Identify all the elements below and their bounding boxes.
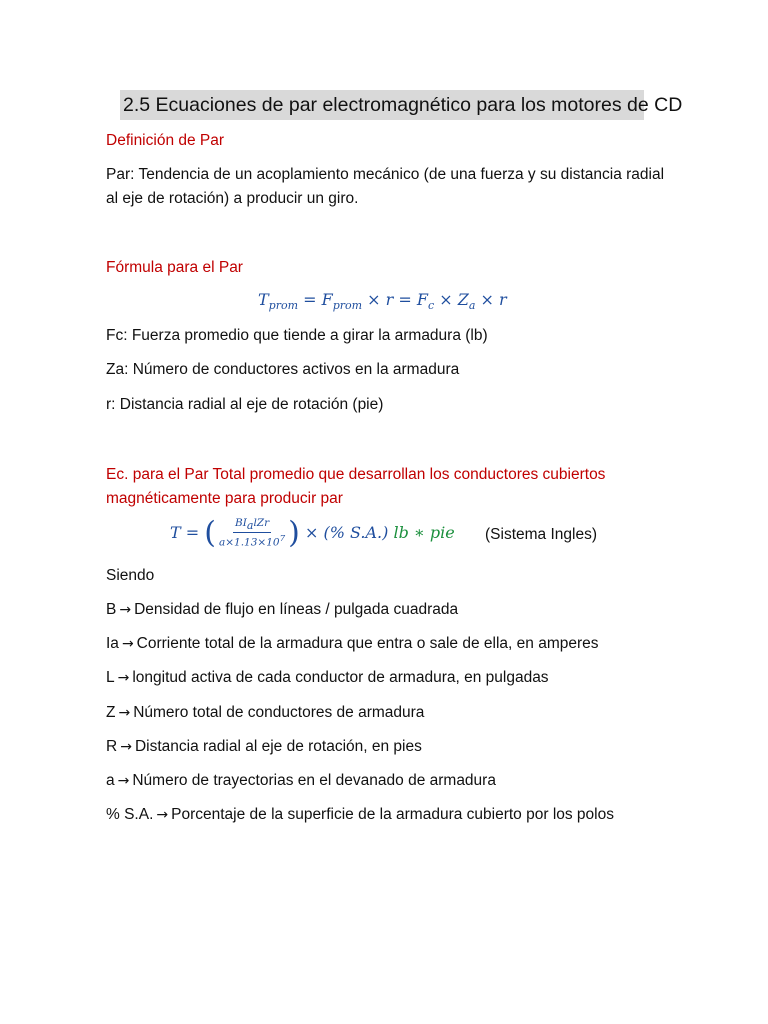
- torque-formula: $T_{prom} = F_{prom} \times r = F_c \times Z_a \times r$: [258, 290, 507, 313]
- def-row: [106, 669, 549, 687]
- siendo-label: Siendo: [106, 567, 155, 584]
- total-torque-heading: Ec. para el Par Total promedio que desarrollan los conductores cubiertos magnéticamente para producir par: [106, 466, 606, 507]
- page-title: 2.5 Ecuaciones de par electromagnético para los motores de CD: [120, 90, 644, 120]
- def-symbol: B: [106, 601, 117, 618]
- formula-heading: Fórmula para el Par: [106, 259, 243, 276]
- def-symbol: Ia: [106, 635, 119, 652]
- def-text: Corriente total de la armadura que entra o sale de ella, en amperes: [136, 635, 599, 652]
- system-label: (Sistema Ingles): [485, 526, 597, 543]
- def-symbol: R: [106, 738, 118, 755]
- def-symbol: % S.A.: [106, 806, 154, 823]
- def-text: Número de trayectorias en el devanado de armadura: [132, 772, 496, 789]
- def-text: Número total de conductores de armadura: [133, 704, 425, 721]
- formula-var-za: Za: Número de conductores activos en la armadura: [106, 361, 460, 378]
- arrow-icon: →: [117, 773, 130, 789]
- def-text: Distancia radial al eje de rotación, en pies: [134, 738, 422, 755]
- def-row: [106, 704, 424, 722]
- def-row: [106, 601, 458, 619]
- def-row: [106, 738, 422, 756]
- def-row: [106, 635, 599, 653]
- formula-var-fc: Fc: Fuerza promedio que tiende a girar la armadura (lb): [106, 327, 488, 344]
- arrow-icon: →: [119, 602, 132, 618]
- arrow-icon: →: [120, 739, 132, 755]
- formula-var-r: r: Distancia radial al eje de rotación (pie): [106, 396, 384, 413]
- arrow-icon: →: [156, 807, 169, 823]
- def-symbol: a: [106, 772, 115, 789]
- def-symbol: L: [106, 669, 115, 686]
- definition-heading: Definición de Par: [106, 132, 225, 149]
- def-row: [106, 772, 496, 790]
- def-row: [106, 806, 614, 824]
- total-torque-formula: T = ( $\frac{BI_alZr}{a\times 1.13\times 10^7}$ ) × (% S.A.) lb ∗ pie: [170, 515, 455, 551]
- def-text: longitud activa de cada conductor de armadura, en pulgadas: [132, 669, 549, 686]
- def-text: Densidad de flujo en líneas / pulgada cuadrada: [134, 601, 459, 618]
- arrow-icon: →: [118, 705, 131, 721]
- definition-text: Par: Tendencia de un acoplamiento mecánico (de una fuerza y su distancia radial al eje de rotación) a producir un giro.: [106, 166, 665, 207]
- def-symbol: Z: [106, 704, 116, 721]
- def-text: Porcentaje de la superficie de la armadura cubierto por los polos: [171, 806, 614, 823]
- arrow-icon: →: [117, 670, 130, 686]
- arrow-icon: →: [121, 636, 134, 652]
